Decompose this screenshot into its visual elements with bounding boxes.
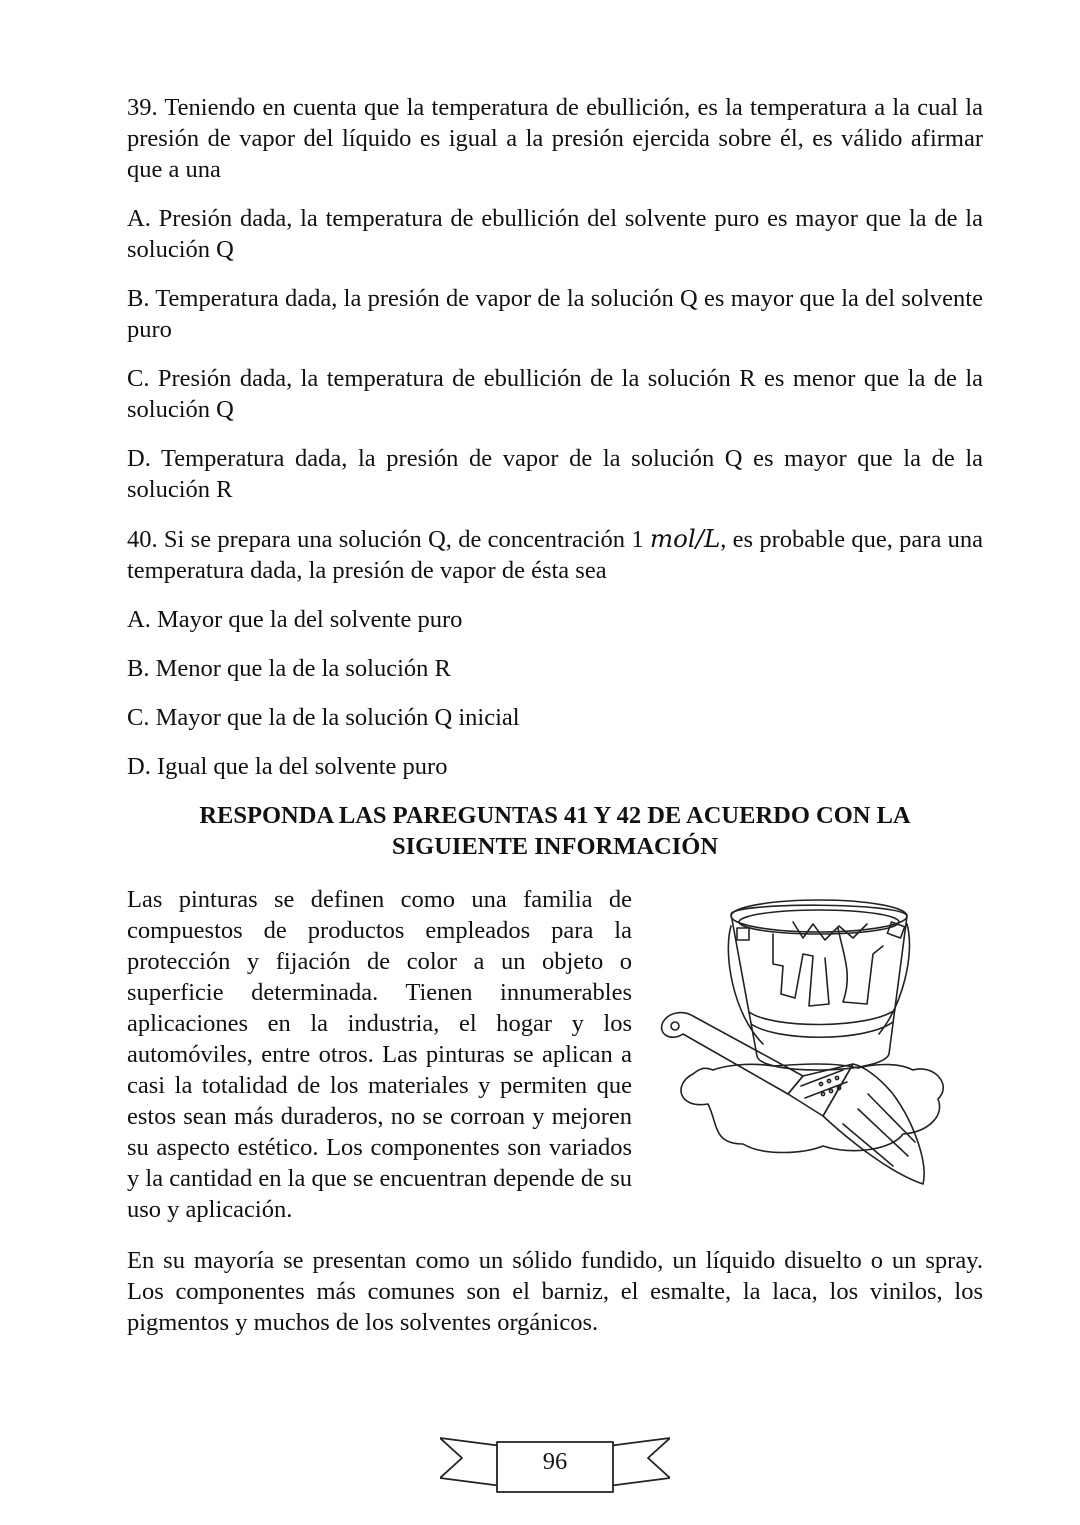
question-40-option-d: D. Igual que la del solvente puro: [127, 753, 448, 780]
paint-bucket-illustration: [653, 894, 953, 1194]
question-39-option-c: C. Presión dada, la temperatura de ebullición de la solución R es menor que la de la solución Q: [127, 365, 983, 423]
question-39-option-b: B. Temperatura dada, la presión de vapor de la solución Q es mayor que la del solvente puro: [127, 285, 983, 343]
question-39-option-d: D. Temperatura dada, la presión de vapor de la solución Q es mayor que la de la solución R: [127, 445, 983, 503]
section-heading-line-2: SIGUIENTE INFORMACIÓN: [391, 833, 719, 860]
brush-ferrule: [788, 1064, 853, 1116]
question-40-option-c: C. Mayor que la de la solución Q inicial: [127, 704, 520, 731]
info-block: [127, 884, 983, 1225]
question-40-option-a: A. Mayor que la del solvente puro: [127, 606, 463, 633]
section-heading-line-1: RESPONDA LAS PAREGUNTAS 41 Y 42 DE ACUERDO CON LA: [199, 802, 911, 829]
page-number-banner: [440, 1428, 670, 1496]
brush-handle: [662, 1013, 803, 1094]
page-content: [127, 92, 983, 1338]
bucket-handle: [728, 926, 763, 1044]
question-39-stem: 39. Teniendo en cuenta que la temperatura de ebullición, es la temperatura a la cual la presión de vapor del líquido es igual a la presión ejercida sobre él, es válido afirmar que a una: [127, 94, 983, 183]
section-heading: [127, 800, 983, 862]
page-number: 96: [542, 1448, 568, 1475]
concentration-unit: mol/L: [649, 524, 721, 553]
question-40-stem-end: , es probable que, para una temperatura dada, la presión de vapor de ésta sea: [127, 526, 984, 584]
question-40-stem: [127, 523, 983, 586]
info-paragraph-2: En su mayoría se presentan como un sólido fundido, un líquido disuelto o un spray. Los componentes más comunes son el barniz, el esmalte, la laca, los vinilos, los pigmentos y muchos de los solventes orgánicos.: [127, 1247, 983, 1336]
question-40-option-b: B. Menor que la de la solución R: [127, 655, 451, 682]
question-39-option-a: A. Presión dada, la temperatura de ebullición del solvente puro es mayor que la de la solución Q: [127, 205, 983, 263]
question-40-stem-start: 40. Si se prepara una solución Q, de concentración 1: [127, 526, 650, 553]
info-paragraph-1: Las pinturas se definen como una familia de compuestos de productos empleados para la protección y fijación de color a un objeto o superficie determinada. Tienen innumerables aplicaciones en la industria, el hogar y los automóviles, entre otros. Las pinturas se aplican a casi la totalidad de los materiales y permiten que estos sean más duraderos, no se corroan y mejoren su aspecto estético. Los componentes son variados y la cantidad en la que se encuentran depende de su uso y aplicación.: [127, 886, 632, 1223]
